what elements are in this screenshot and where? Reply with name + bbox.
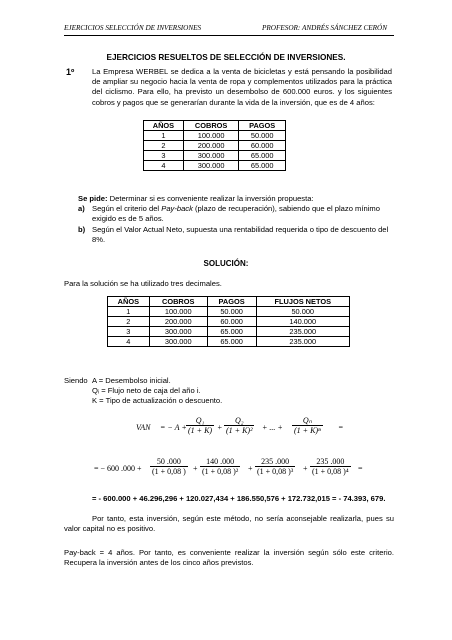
payback-conclusion: Pay-back = 4 años. Por tanto, es conveniente realizar la inversión según sólo este criterio. Recupera la inversión antes de los cinco años previstos. bbox=[64, 548, 394, 568]
formula-eq: = − A + bbox=[160, 423, 187, 432]
fraction-term4 bbox=[310, 457, 351, 476]
table-cell: 2 bbox=[144, 141, 184, 151]
table-cell: 235.000 bbox=[256, 337, 350, 347]
definition-k: K = Tipo de actualización o descuento. bbox=[92, 396, 223, 405]
table-cell: 4 bbox=[108, 337, 150, 347]
table-cell: 4 bbox=[144, 161, 184, 171]
exercise-number: 1º bbox=[66, 67, 75, 77]
fraction-numerator: Q₁ bbox=[186, 416, 214, 426]
solution-intro: Para la solución se ha utilizado tres decimales. bbox=[64, 279, 222, 288]
definition-a: A = Desembolso inicial. bbox=[92, 376, 171, 385]
table-header: AÑOS bbox=[144, 121, 184, 131]
fraction-denominator: (1 + 0,08 )⁴ bbox=[312, 467, 349, 476]
question-lead: Se pide: bbox=[78, 194, 108, 203]
table-cell: 3 bbox=[144, 151, 184, 161]
table-cell: 300.000 bbox=[183, 161, 238, 171]
fraction-q1 bbox=[186, 416, 214, 435]
van-substitution bbox=[0, 455, 452, 485]
table-row bbox=[108, 307, 350, 317]
solution-heading: SOLUCIÓN: bbox=[203, 259, 249, 268]
table-cell: 200.000 bbox=[183, 141, 238, 151]
item-a-text bbox=[92, 204, 392, 224]
fraction-numerator: Q₂ bbox=[224, 416, 254, 426]
table-header: COBROS bbox=[183, 121, 238, 131]
intro-paragraph: La Empresa WERBEL se dedica a la venta de bicicletas y está pensando la posibilidad de ampliar su negocio hacia la venta de ropa y complementos utilizados para la práctica del ciclismo. Para ello, ha previsto un desembolso de 600.000 euros. y los siguientes cobros y pagos que se generarían durante la vida de la inversión, que es de 4 años: bbox=[92, 67, 392, 107]
item-a-italic: Pay-back bbox=[161, 204, 193, 213]
table-cell: 235.000 bbox=[256, 327, 350, 337]
table-cell: 50.000 bbox=[239, 131, 286, 141]
table-cell: 300.000 bbox=[183, 151, 238, 161]
fraction-numerator: 235 .000 bbox=[310, 457, 351, 467]
table-cell: 300.000 bbox=[149, 327, 207, 337]
table-row bbox=[144, 161, 286, 171]
definitions-lead: Siendo bbox=[64, 376, 88, 385]
fraction-numerator: Qₙ bbox=[292, 416, 323, 426]
question-statement bbox=[78, 194, 394, 204]
table-cell: 100.000 bbox=[149, 307, 207, 317]
van-conclusion: Por tanto, esta inversión, según este método, no sería aconsejable realizarla, pues su valor capital no es positivo. bbox=[64, 514, 394, 534]
table-cell: 50.000 bbox=[207, 307, 256, 317]
fraction-numerator: 235 .000 bbox=[255, 457, 295, 467]
fraction-term3 bbox=[255, 457, 295, 476]
item-b-text: Según el Valor Actual Neto, supuesta una rentabilidad requerida o tipo de descuento del 8%. bbox=[92, 225, 389, 245]
question-lead-text: Determinar si es conveniente realizar la inversión propuesta: bbox=[109, 194, 314, 203]
fraction-denominator: (1 + K) bbox=[188, 426, 213, 435]
header-right: PROFESOR: ANDRÉS SÁNCHEZ CERÓN bbox=[262, 24, 388, 32]
table-cell: 140.000 bbox=[256, 317, 350, 327]
netflow-table bbox=[107, 296, 350, 347]
item-a-text-1: Según el criterio del bbox=[92, 204, 160, 213]
fraction-denominator: (1 + K)ⁿ bbox=[294, 426, 321, 435]
formula-lhs: VAN bbox=[136, 423, 151, 432]
fraction-term2 bbox=[200, 457, 240, 476]
fraction-qn bbox=[292, 416, 323, 435]
fraction-denominator: (1 + K)² bbox=[226, 426, 253, 435]
result-line: = - 600.000 + 46.296,296 + 120.027,434 + 186.550,576 + 172.732,015 = - 74.393, 679. bbox=[92, 494, 386, 503]
page-title: EJERCICIOS RESUELTOS DE SELECCIÓN DE INVERSIONES. bbox=[106, 53, 346, 62]
formula-end: = bbox=[338, 423, 344, 432]
fraction-numerator: 50 .000 bbox=[150, 457, 188, 467]
formula-plus: + bbox=[303, 464, 308, 473]
fraction-denominator: (1 + 0,08 )³ bbox=[257, 467, 294, 476]
fraction-numerator: 140 .000 bbox=[200, 457, 240, 467]
table-cell: 2 bbox=[108, 317, 150, 327]
table-cell: 60.000 bbox=[239, 141, 286, 151]
item-b-label: b) bbox=[78, 225, 86, 234]
table-header: COBROS bbox=[149, 297, 207, 307]
table-cell: 65.000 bbox=[239, 161, 286, 171]
formula-plus: + bbox=[217, 423, 223, 432]
table-header: PAGOS bbox=[207, 297, 256, 307]
table-cell: 1 bbox=[108, 307, 150, 317]
table-row bbox=[144, 141, 286, 151]
table-header: FLUJOS NETOS bbox=[256, 297, 350, 307]
formula-end: = bbox=[358, 464, 363, 473]
table-cell: 200.000 bbox=[149, 317, 207, 327]
table-header: AÑOS bbox=[108, 297, 150, 307]
table-row bbox=[144, 131, 286, 141]
table-cell: 60.000 bbox=[207, 317, 256, 327]
table-cell: 1 bbox=[144, 131, 184, 141]
fraction-denominator: (1 + 0,08 ) bbox=[152, 467, 186, 476]
formula-plus: + bbox=[248, 464, 253, 473]
table-cell: 65.000 bbox=[207, 337, 256, 347]
table-cell: 300.000 bbox=[149, 337, 207, 347]
item-a-label: a) bbox=[78, 204, 85, 213]
fraction-term1 bbox=[150, 457, 188, 476]
table-header: PAGOS bbox=[239, 121, 286, 131]
table-row bbox=[108, 317, 350, 327]
table-cell: 65.000 bbox=[207, 327, 256, 337]
table-header-row bbox=[144, 121, 286, 131]
formula-plus: + bbox=[193, 464, 198, 473]
fraction-denominator: (1 + 0,08 )² bbox=[202, 467, 239, 476]
van-formula bbox=[0, 414, 452, 444]
definition-q: Qᵢ = Flujo neto de caja del año i. bbox=[92, 386, 201, 395]
table-header-row bbox=[108, 297, 350, 307]
fraction-q2 bbox=[224, 416, 254, 435]
table-cell: 65.000 bbox=[239, 151, 286, 161]
cashflow-table bbox=[143, 120, 286, 171]
table-row bbox=[108, 337, 350, 347]
table-row bbox=[108, 327, 350, 337]
formula-plus-dots: + ... + bbox=[262, 423, 283, 432]
table-cell: 100.000 bbox=[183, 131, 238, 141]
item-a-text-2: (plazo de recuperación), sabiendo que el plazo mínimo exigido es de 5 años. bbox=[92, 204, 380, 224]
formula-start: = − 600 .000 + bbox=[94, 464, 142, 473]
table-row bbox=[144, 151, 286, 161]
table-cell: 3 bbox=[108, 327, 150, 337]
header-rule bbox=[64, 35, 394, 36]
table-cell: 50.000 bbox=[256, 307, 350, 317]
header-left: EJERCICIOS SELECCIÓN DE INVERSIONES bbox=[64, 24, 202, 32]
